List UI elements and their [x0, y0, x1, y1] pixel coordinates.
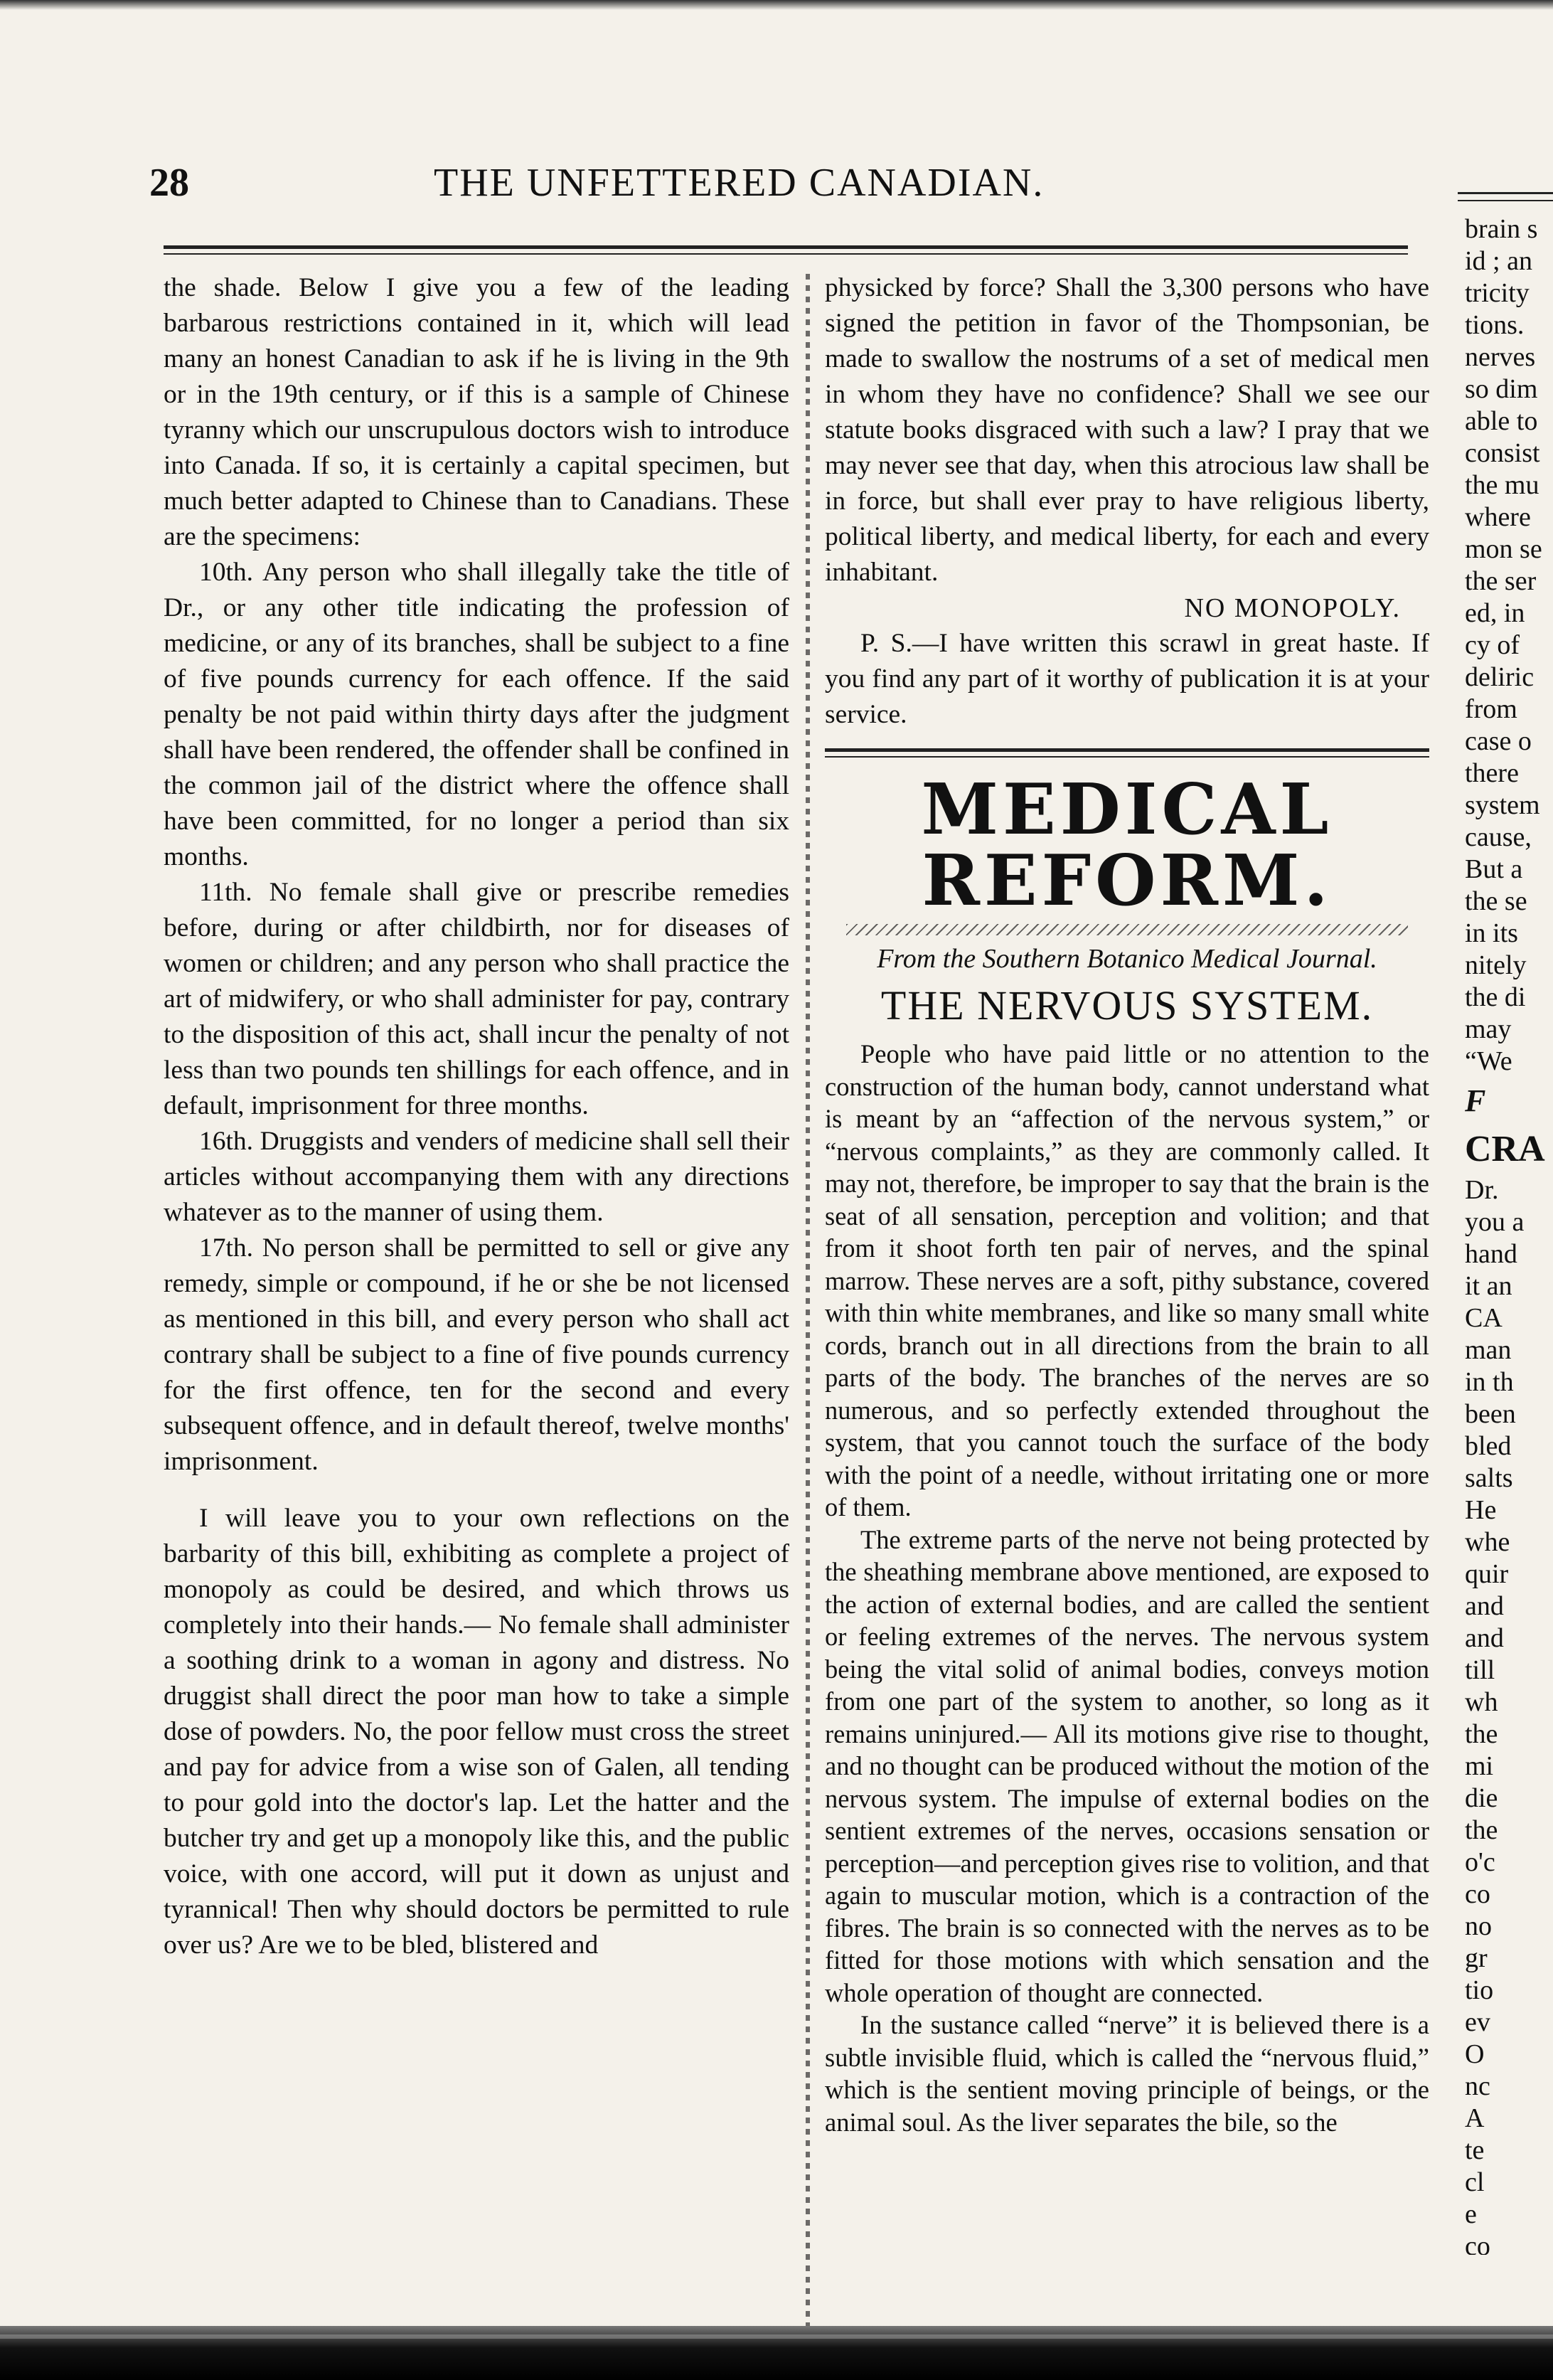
- margin-fragment: salts: [1465, 1463, 1513, 1493]
- margin-fragment: gr: [1465, 1943, 1488, 1973]
- paragraph-gap: [164, 1479, 789, 1501]
- margin-fragment: He: [1465, 1495, 1497, 1525]
- margin-fragment: F: [1465, 1083, 1486, 1118]
- margin-fragment: whe: [1465, 1527, 1510, 1557]
- margin-fragment: may: [1465, 1014, 1512, 1044]
- margin-fragment: O: [1465, 2039, 1485, 2069]
- running-title: THE UNFETTERED CANADIAN.: [434, 161, 1045, 205]
- page-bottom-edge: [0, 2326, 1553, 2380]
- margin-fragment: cause,: [1465, 822, 1532, 852]
- margin-fragment: CA: [1465, 1303, 1503, 1333]
- margin-fragment: cy of: [1465, 630, 1520, 660]
- margin-fragment: nerves: [1465, 342, 1536, 372]
- margin-fragment: and: [1465, 1591, 1504, 1621]
- margin-fragment: te: [1465, 2135, 1485, 2165]
- left-paragraph-4: 16th. Druggists and venders of medicine shall sell their articles without accompanying them with any directions whatever as to the manner of using them.: [164, 1127, 789, 1227]
- margin-fragment: co: [1465, 1879, 1490, 1909]
- left-paragraph-2: 10th. Any person who shall illegally take the title of Dr., or any other title indicating the profession of medicine, or any of its branches, shall be subject to a fine of five pounds currency for each offence. If the said penalty be not paid within thirty days after the judgment shall have been rendered, the offender shall be confined in the common jail of the district where the offence shall have been committed, for no longer a period than six months.: [164, 558, 789, 871]
- margin-fragment: man: [1465, 1335, 1512, 1365]
- margin-fragment: the di: [1465, 982, 1526, 1012]
- margin-fragment: been: [1465, 1399, 1516, 1429]
- right-column: [825, 270, 1429, 2138]
- margin-fragment: tio: [1465, 1975, 1494, 2005]
- facing-page-margin: [1451, 192, 1553, 2255]
- left-paragraph-1: the shade. Below I give you a few of the leading barbarous restrictions contained in it, which will lead many an honest Canadian to ask if he is living in the 9th or in the 19th century, or if this is a sample of Chinese tyranny which our unscrupulous doctors wish to introduce into Canada. If so, it is certainly a capital specimen, but much better adapted to Chinese than to Canadians. These are the specimens:: [164, 273, 789, 551]
- section-rule: [825, 748, 1429, 758]
- margin-fragment: in its: [1465, 918, 1518, 948]
- left-column: [164, 270, 789, 1963]
- margin-fragment: But a: [1465, 854, 1523, 884]
- margin-fragment: and: [1465, 1623, 1504, 1653]
- margin-fragment: till: [1465, 1655, 1495, 1685]
- margin-fragment: mi: [1465, 1751, 1494, 1781]
- margin-fragment: o'c: [1465, 1847, 1495, 1877]
- margin-fragment: quir: [1465, 1559, 1509, 1589]
- margin-fragment: so dim: [1465, 374, 1538, 404]
- margin-fragment: nc: [1465, 2071, 1490, 2101]
- margin-fragment: die: [1465, 1783, 1498, 1813]
- left-paragraph-5: 17th. No person shall be permitted to sell or give any remedy, simple or compound, if he or she be not licensed as mentioned in this bill, and every person who shall act contrary shall be subject to a fine of five pounds currency for the first offence, ten for the second and every subsequent offence, and in default thereof, twelve months' imprisonment.: [164, 1233, 789, 1476]
- margin-fragment: cl: [1465, 2167, 1485, 2197]
- margin-fragment: where: [1465, 502, 1531, 532]
- page-top-edge: [0, 0, 1553, 10]
- column-divider: [806, 274, 810, 2379]
- margin-fragment: no: [1465, 1911, 1492, 1941]
- left-paragraph-3: 11th. No female shall give or prescribe remedies before, during or after childbirth, nor for diseases of women or children; and any person who shall practice the art of midwifery, or who shall administer for pay, contrary to the disposition of this act, shall incur the penalty of not less than two pounds ten shillings for each offence, and in default, imprisonment for three months.: [164, 878, 789, 1120]
- margin-fragment: hand: [1465, 1239, 1517, 1269]
- margin-fragment: co: [1465, 2231, 1490, 2255]
- margin-fragment: wh: [1465, 1687, 1498, 1717]
- margin-fragment: nitely: [1465, 950, 1527, 980]
- margin-fragment: from: [1465, 694, 1517, 724]
- article-paragraph-3: In the sustance called “nerve” it is believed there is a subtle invisible fluid, which is called the “nervous fluid,” which is the sentient moving principle of beings, or the animal soul. As the liver separates the bile, so the: [825, 2010, 1429, 2137]
- margin-fragment: system: [1465, 790, 1540, 820]
- margin-fragment: bled: [1465, 1431, 1512, 1461]
- article-paragraph-1: People who have paid little or no attention to the construction of the human body, cannot understand what is meant by an “affection of the nervous system,” or “nervous complaints,” as they are commonly called. It may not, therefore, be improper to say that the brain is the seat of all sensation, perception and volition; and that from it shoot forth ten pair of nerves, and the spinal marrow. These nerves are a soft, pithy substance, covered with thin white membranes, and like so many small white cords, branch out in all directions from the brain to all parts of the body. The branches of the nerves are so numerous, and so perfectly extended throughout the system, that you cannot touch the surface of the body with the point of a needle, without irritating one or more of them.: [825, 1039, 1429, 1521]
- margin-fragment: e: [1465, 2199, 1477, 2229]
- margin-fragment: A: [1465, 2103, 1485, 2133]
- margin-fragment: the se: [1465, 886, 1527, 916]
- margin-fragment: ed, in: [1465, 598, 1525, 628]
- margin-fragment: able to: [1465, 406, 1538, 436]
- margin-fragment: CRA: [1465, 1129, 1545, 1169]
- margin-fragment: the: [1465, 1719, 1498, 1749]
- margin-fragment: deliric: [1465, 662, 1535, 692]
- margin-fragment: you a: [1465, 1207, 1525, 1237]
- margin-fragment: id ; an: [1465, 246, 1532, 276]
- margin-fragment: tricity: [1465, 278, 1530, 308]
- postscript: P. S.—I have written this scrawl in great haste. If you find any part of it worthy of publication it is at your service.: [825, 629, 1429, 729]
- letter-continuation: physicked by force? Shall the 3,300 persons who have signed the petition in favor of the Thompsonian, be made to swallow the nostrums of a set of medical men in whom they have no confidence? Shall we see our statute books disgraced with such a law? I pray that we may never see that day, when this atrocious law shall be in force, but shall ever pray to have religious liberty, political liberty, and medical liberty, for each and every inhabitant.: [825, 273, 1429, 587]
- article-paragraph-2: The extreme parts of the nerve not being protected by the sheathing membrane above mentioned, are exposed to the action of external bodies, and are called the sentient or feeling extremes of the nerves. The nervous system being the vital solid of animal bodies, conveys motion from one part of the system to another, so long as it remains uninjured.— All its motions give rise to thought, and no thought can be produced without the motion of the nervous system. The impulse of external bodies on the sentient extremes of the nerves, occasions sensation or perception—and perception gives rise to volition, and that again to muscular motion, which is a contraction of the fibres. The brain is so connected with the nerves as to be fitted for those motions with which sensation and the whole operation of thought are connected.: [825, 1524, 1429, 2007]
- wavy-rule: [846, 924, 1408, 935]
- margin-fragment: ev: [1465, 2007, 1490, 2037]
- margin-fragment: the mu: [1465, 470, 1539, 500]
- margin-fragment: the ser: [1465, 566, 1537, 596]
- source-line: From the Southern Botanico Medical Journal.: [877, 944, 1377, 974]
- page-number: 28: [149, 161, 189, 205]
- article-title: THE NERVOUS SYSTEM.: [880, 982, 1374, 1029]
- margin-fragment: the: [1465, 1815, 1498, 1845]
- left-paragraph-6: I will leave you to your own reflections on the barbarity of this bill, exhibiting as complete a project of monopoly as could be desired, and which throws us completely into their hands.— No female shall administer a soothing drink to a woman in agony and distress. No druggist shall direct the poor man how to take a simple dose of powders. No, the poor fellow must cross the street and pay for advice from a wise son of Galen, all tending to pour gold into the doctor's lap. Let the hatter and the butcher try and get up a monopoly like this, and the public voice, with one accord, will put it down as unjust and tyrannical! Then why should doctors be permitted to rule over us? Are we to be bled, blistered and: [164, 1504, 789, 1960]
- margin-fragment: Dr.: [1465, 1175, 1499, 1205]
- letter-signature: NO MONOPOLY.: [1184, 593, 1401, 623]
- page-header: [128, 160, 1443, 217]
- margin-fragment: tions.: [1465, 310, 1525, 340]
- margin-fragment: consist: [1465, 438, 1540, 468]
- section-heading: MEDICAL REFORM.: [921, 769, 1333, 922]
- margin-fragment: it an: [1465, 1271, 1512, 1301]
- margin-fragment: brain s: [1465, 214, 1538, 244]
- margin-fragment: “We: [1465, 1046, 1512, 1076]
- margin-fragment-list: [1465, 213, 1545, 2255]
- margin-fragment: there: [1465, 758, 1519, 788]
- article-body: [825, 1038, 1429, 2138]
- margin-fragment: mon se: [1465, 534, 1542, 564]
- margin-fragment: in th: [1465, 1367, 1514, 1397]
- margin-fragment: case o: [1465, 726, 1532, 756]
- header-rule: [164, 245, 1408, 255]
- margin-rule: [1458, 192, 1553, 201]
